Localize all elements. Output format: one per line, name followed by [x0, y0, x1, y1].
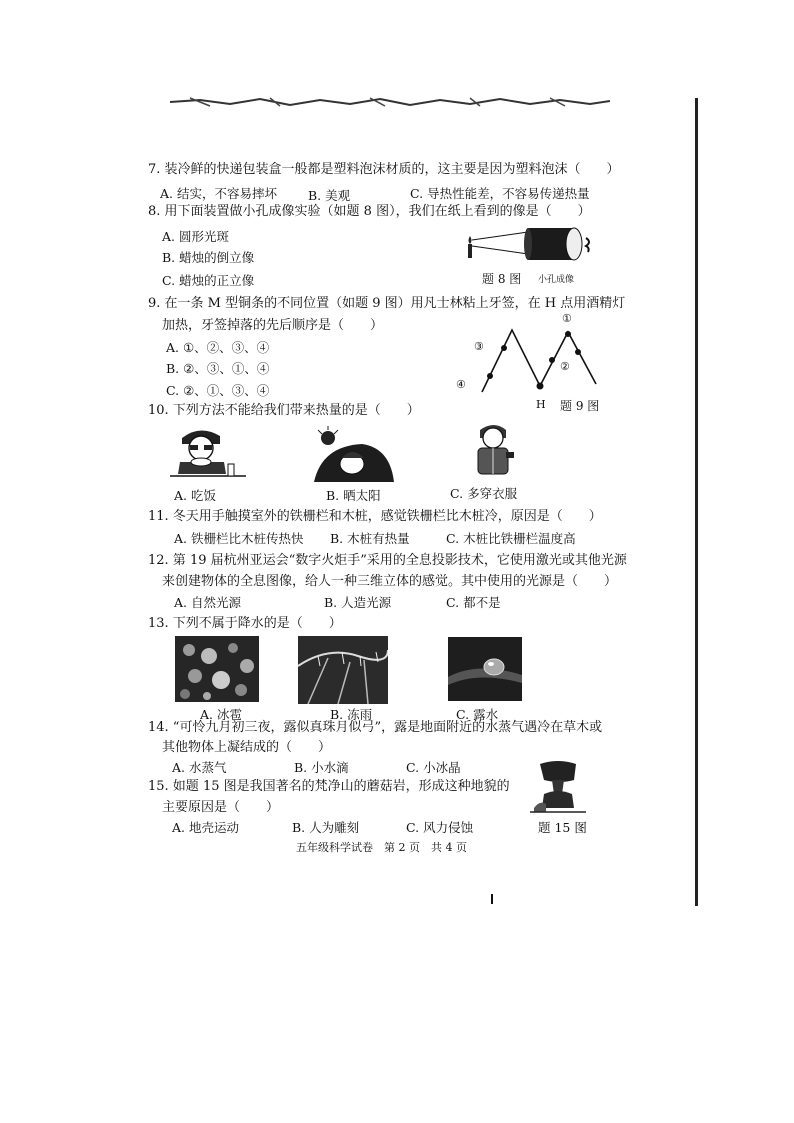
- q15-stem-line1: 15. 如题 15 图是我国著名的梵净山的蘑菇岩，形成这种地貌的: [148, 779, 510, 794]
- dew-photo: [448, 637, 522, 701]
- q8-figure-label: 小孔成像: [538, 275, 575, 285]
- q12-stem-line1: 12. 第 19 届杭州亚运会“数字火炬手”采用的全息投影技术，它使用激光或其他光源: [148, 553, 627, 568]
- q9-figure-caption: 题 9 图: [560, 399, 600, 413]
- eating-meal-picture: [168, 424, 248, 484]
- q10-option-a: A. 吃饭: [174, 488, 216, 503]
- scan-mark: [491, 894, 493, 904]
- q7-option-b: B. 美观: [308, 188, 351, 203]
- basking-in-sun-picture: [312, 426, 394, 482]
- q12-option-a: A. 自然光源: [174, 595, 241, 610]
- q12-option-b: B. 人造光源: [324, 595, 392, 610]
- q12-option-c: C. 都不是: [446, 595, 501, 610]
- q9-mark-2: ②: [560, 360, 570, 373]
- q9-point-h: H: [536, 398, 546, 411]
- q7-option-c: C. 导热性能差，不容易传递热量: [410, 186, 590, 201]
- q12-stem-line2: 来创建物体的全息图像，给人一种三维立体的感觉。其中使用的光源是（ ）: [162, 574, 618, 589]
- q8-figure-caption: 题 8 图: [482, 272, 522, 286]
- q10-option-b: B. 晒太阳: [326, 488, 381, 503]
- q14-option-b: B. 小水滴: [294, 760, 349, 775]
- q9-option-c: C. ②、①、③、④: [166, 383, 270, 398]
- q8-option-c: C. 蜡烛的正立像: [162, 273, 255, 288]
- pinhole-camera-figure: [462, 222, 602, 264]
- q15-figure-caption: 题 15 图: [538, 820, 587, 835]
- q11-option-c: C. 木桩比铁栅栏温度高: [446, 531, 576, 546]
- q15-stem-line2: 主要原因是（ ）: [162, 800, 280, 815]
- q11-option-a: A. 铁栅栏比木桩传热快: [174, 531, 304, 546]
- q10-stem: 10. 下列方法不能给我们带来热量的是（ ）: [148, 403, 420, 418]
- q13-option-c: C. 露水: [456, 707, 499, 722]
- q9-mark-3: ③: [474, 340, 484, 353]
- q15-option-a: A. 地壳运动: [172, 820, 239, 835]
- freezing-rain-photo: [298, 636, 388, 704]
- q7-option-a: A. 结实，不容易摔坏: [160, 186, 277, 201]
- q9-option-b: B. ②、③、①、④: [166, 361, 270, 376]
- q13-option-a: A. 冰雹: [200, 707, 242, 722]
- scanned-header-scribble: [170, 96, 610, 108]
- q14-option-a: A. 水蒸气: [172, 760, 227, 775]
- q14-option-c: C. 小冰晶: [406, 760, 461, 775]
- page-edge-shadow: [695, 98, 698, 906]
- q9-mark-4: ④: [456, 378, 466, 391]
- q11-option-b: B. 木桩有热量: [330, 531, 410, 546]
- page-footer: 五年级科学试卷 第 2 页 共 4 页: [296, 841, 467, 854]
- q11-stem: 11. 冬天用手触摸室外的铁栅栏和木桩，感觉铁栅栏比木桩冷，原因是（ ）: [148, 509, 602, 524]
- wearing-clothes-picture: [470, 420, 518, 478]
- hail-photo: [175, 636, 259, 702]
- q9-stem-line1: 9. 在一条 M 型铜条的不同位置（如题 9 图）用凡士林粘上牙签，在 H 点用酒精灯: [148, 296, 626, 311]
- m-shaped-copper-strip-figure: [470, 318, 600, 396]
- q13-option-b: B. 冻雨: [330, 707, 373, 722]
- q8-stem: 8. 用下面装置做小孔成像实验（如题 8 图），我们在纸上看到的像是（ ）: [148, 204, 591, 219]
- q7-stem: 7. 装冷鲜的快递包装盒一般都是塑料泡沫材质的，这主要是因为塑料泡沫（ ）: [148, 162, 620, 177]
- q9-mark-1: ①: [562, 312, 572, 325]
- q8-option-a: A. 圆形光斑: [162, 229, 229, 244]
- q9-stem-line2: 加热，牙签掉落的先后顺序是（ ）: [162, 318, 384, 333]
- q14-stem-line1: 14. “可怜九月初三夜，露似真珠月似弓”，露是地面附近的水蒸气遇冷在草木或: [148, 720, 603, 735]
- q15-option-b: B. 人为雕刻: [292, 820, 360, 835]
- q15-option-c: C. 风力侵蚀: [406, 820, 474, 835]
- q10-option-c: C. 多穿衣服: [450, 486, 518, 501]
- q9-option-a: A. ①、②、③、④: [166, 340, 270, 355]
- q14-stem-line2: 其他物体上凝结成的（ ）: [162, 740, 332, 755]
- q13-stem: 13. 下列不属于降水的是（ ）: [148, 616, 342, 631]
- mushroom-rock-picture: [530, 758, 586, 814]
- q8-option-b: B. 蜡烛的倒立像: [162, 250, 255, 265]
